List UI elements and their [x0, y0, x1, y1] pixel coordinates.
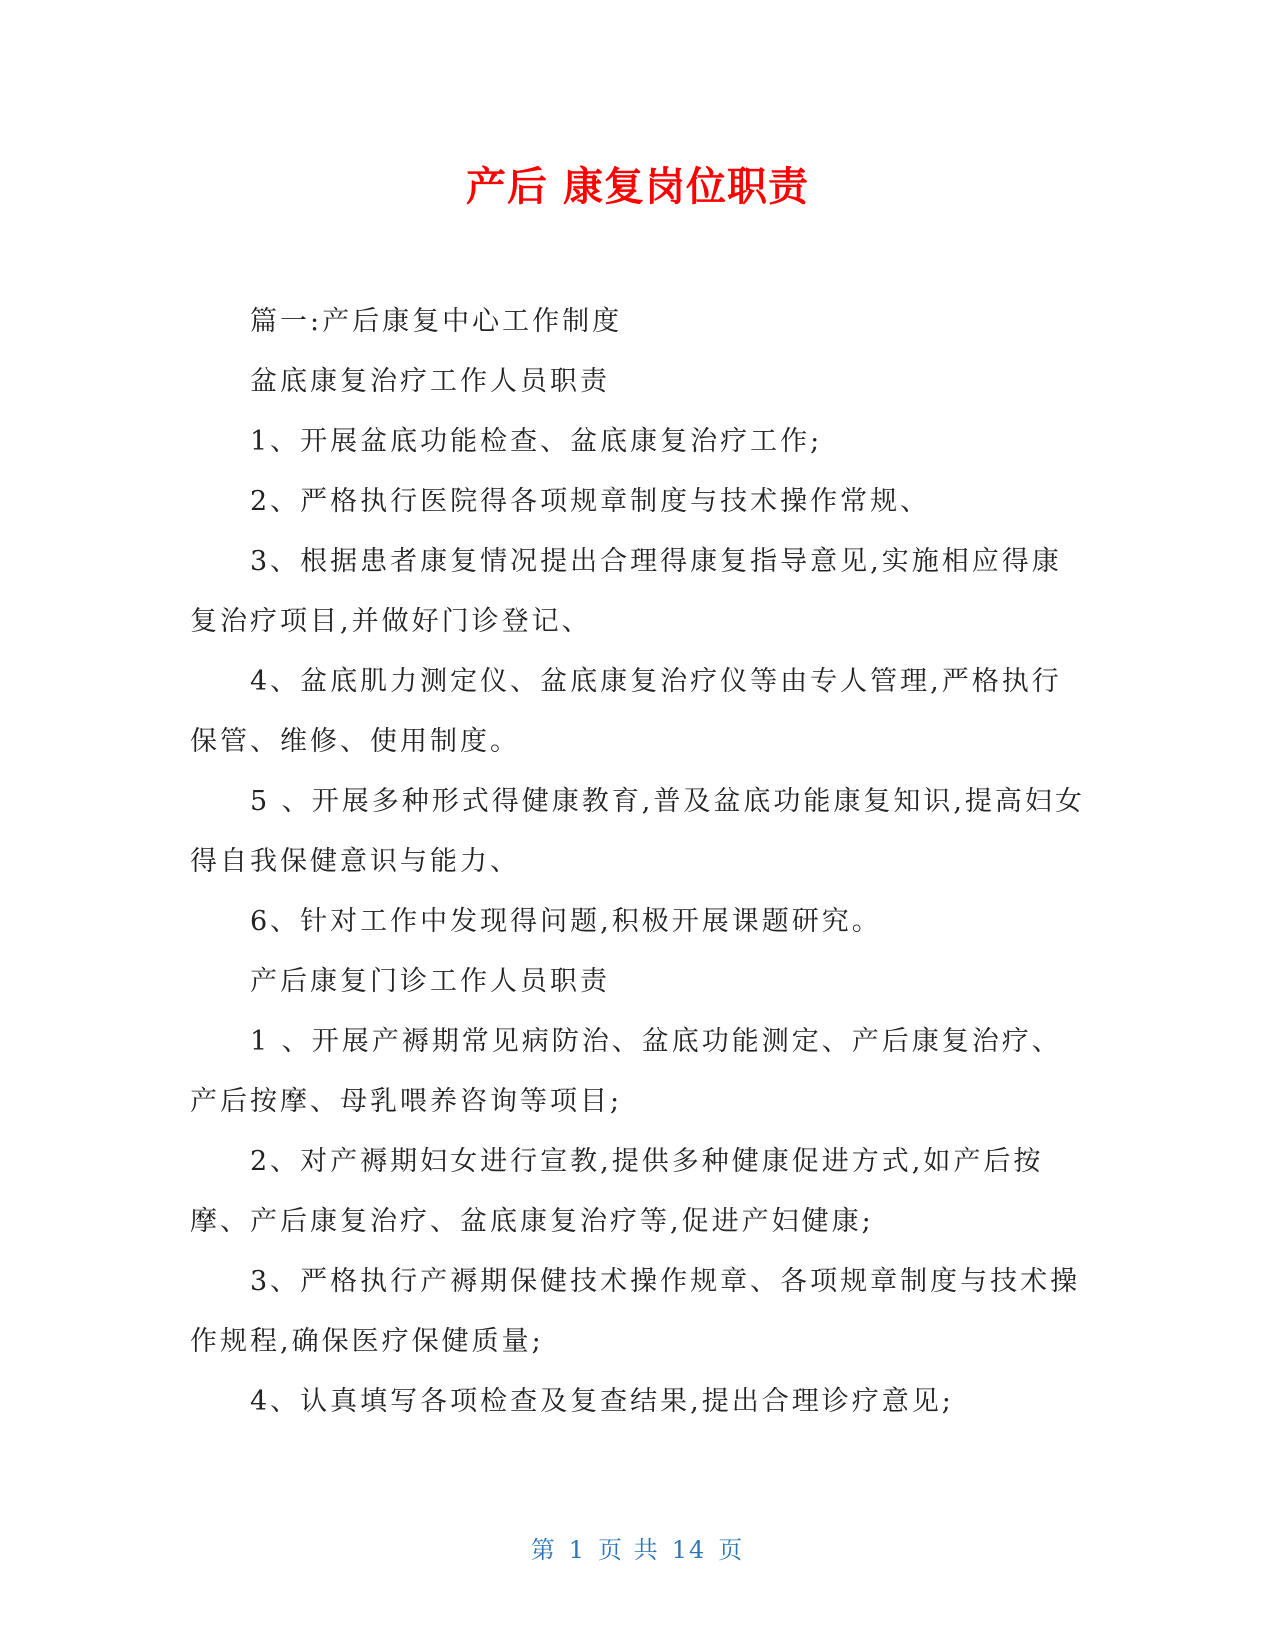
paragraph: 1 、开展产褥期常见病防治、盆底功能测定、产后康复治疗、产后按摩、母乳喂养咨询等项目;	[190, 1026, 1062, 1117]
paragraph: 4、认真填写各项检查及复查结果,提出合理诊疗意见;	[250, 1386, 954, 1417]
paragraph: 1、开展盆底功能检查、盆底康复治疗工作;	[250, 426, 823, 457]
document-title: 产后 康复岗位职责	[466, 164, 809, 210]
total-pages-number: 14	[671, 1536, 707, 1564]
paragraph: 5 、开展多种形式得健康教育,普及盆底功能康复知识,提高妇女得自我保健意识与能力、	[190, 786, 1085, 877]
paragraph: 篇一:产后康复中心工作制度	[250, 306, 623, 337]
document-body	[190, 292, 1090, 1432]
paragraph: 2、严格执行医院得各项规章制度与技术操作常规、	[250, 486, 931, 517]
paragraph: 3、严格执行产褥期保健技术操作规章、各项规章制度与技术操作规程,确保医疗保健质量;	[190, 1266, 1081, 1357]
paragraph: 3、根据患者康复情况提出合理得康复指导意见,实施相应得康复治疗项目,并做好门诊登记、	[190, 546, 1062, 637]
page-label-prefix: 第	[530, 1536, 557, 1564]
paragraph: 盆底康复治疗工作人员职责	[250, 366, 610, 397]
page-label-mid: 页 共	[598, 1536, 660, 1564]
paragraph: 6、针对工作中发现得问题,积极开展课题研究。	[250, 906, 882, 937]
paragraph: 产后康复门诊工作人员职责	[250, 966, 610, 997]
page-footer	[0, 1535, 1275, 1565]
paragraph: 2、对产褥期妇女进行宣教,提供多种健康促进方式,如产后按摩、产后康复治疗、盆底康复治疗等,促进产妇健康;	[190, 1146, 1044, 1237]
current-page-number: 1	[568, 1536, 587, 1564]
page-label-suffix: 页	[718, 1536, 745, 1564]
paragraph: 4、盆底肌力测定仪、盆底康复治疗仪等由专人管理,严格执行保管、维修、使用制度。	[190, 666, 1062, 757]
